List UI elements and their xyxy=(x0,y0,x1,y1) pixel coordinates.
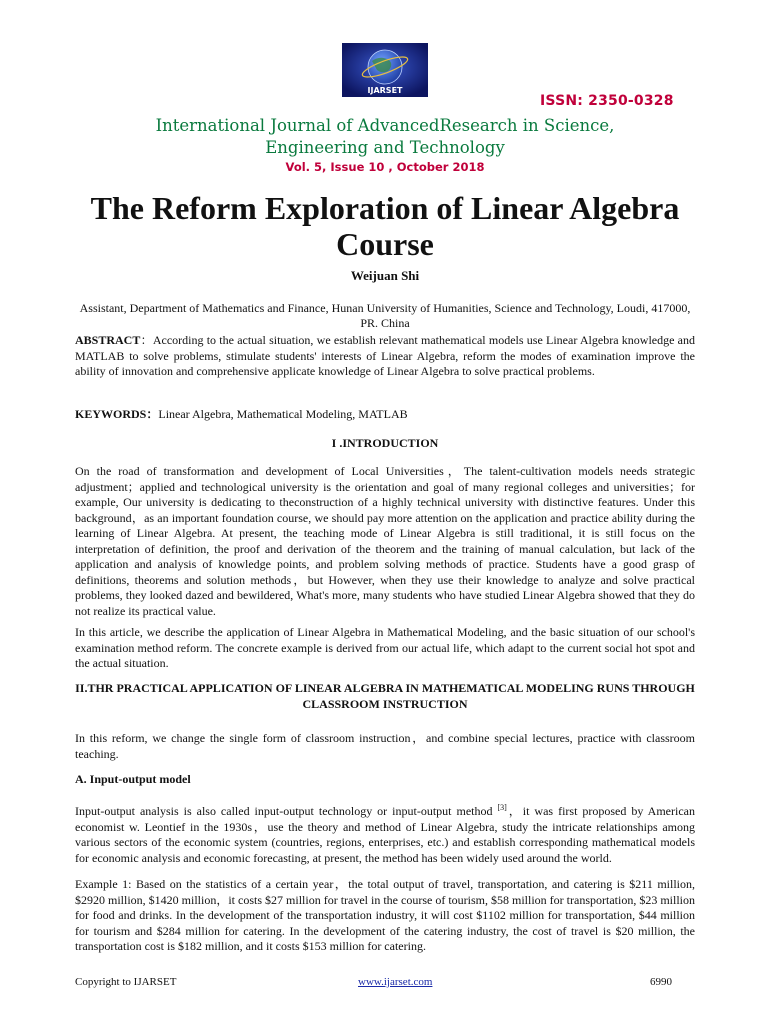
author: Weijuan Shi xyxy=(350,268,420,283)
subsection-heading-input-output: A. Input-output model xyxy=(75,772,191,786)
footer-page-number: 6990 xyxy=(650,976,672,988)
logo-text: IJARSET xyxy=(367,86,403,95)
paper-title: The Reform Exploration of Linear Algebra Course xyxy=(90,190,680,262)
journal-name-line2: Engineering and Technology xyxy=(265,138,505,157)
keywords xyxy=(75,407,695,423)
issn: ISSN: 2350-0328 xyxy=(540,93,674,109)
footer-website-link[interactable]: www.ijarset.com xyxy=(358,976,433,988)
keywords-label: KEYWORDS： xyxy=(75,407,159,421)
application-paragraph-1: In this reform, we change the single form of classroom instruction，and combine special lectures, practice with classroom teaching. xyxy=(75,731,695,761)
introduction-paragraph-2: In this article, we describe the application of Linear Algebra in Mathematical Modeling, and the basic situation of our school's examination method reform. The concrete example is derived from our actual life, which adapt to the current social hot spot and the actual situation. xyxy=(75,625,695,670)
footer-copyright: Copyright to IJARSET xyxy=(75,976,177,988)
input-output-text-end: ，it was first proposed by American economist w. Leontief in the 1930s，use the theory and method of Linear Algebra, study the intricate relationships among various sectors of the economic system (countries, regions, enterprises, etc.) and establish corresponding mathematical models for economic analysis and economic forecasting, at present, the method has been widely used around the world. xyxy=(75,804,695,865)
journal-name-line1: International Journal of AdvancedResearch in Science, xyxy=(155,116,615,135)
abstract-label: ABSTRACT xyxy=(75,333,141,347)
volume-issue: Vol. 5, Issue 10 , October 2018 xyxy=(285,160,485,174)
input-output-paragraph-1 xyxy=(75,800,695,866)
citation-ref: [3] xyxy=(497,803,507,812)
introduction-paragraph-1: On the road of transformation and development of Local Universities，The talent-cultivation models needs strategic adjustment；applied and technological university is the orientation and goal of many regional colleges and universities；for example, Our university is dedicating to theconstruction of a highly technical university with distinctive features. Under this background，as an important foundation course, we should pay more attention on the application and practice ability during the learning of Linear Algebra. At present, the teaching mode of Linear Algebra is still traditional, it is still focus on the interpretation of definition, the proof and derivation of the theorem and the training of manual calculation, but lack of the application and analysis of knowledge points, and problem solving methods of practice. Students have a good grasp of definitions, theorems and solution methods，but However, when they use their knowledge to analyze and solve practical problems, they looked dazed and bewildered, What's more, many students who have studied Linear Algebra showed that they do not realize its practical value. xyxy=(75,464,695,618)
abstract xyxy=(75,333,695,380)
abstract-text: ：According to the actual situation, we establish relevant mathematical models use Linear Algebra knowledge and MATLAB to solve problems, stimulate students' interests of Linear Algebra, reform the modes of examination improve the ability of innovation and comprehensive applicate knowledge of Linear Algebra to solve practical problems. xyxy=(75,333,695,378)
affiliation: Assistant, Department of Mathematics and Finance, Hunan University of Humanities, Science and Technology, Loudi, 417000, PR. China xyxy=(79,301,691,330)
input-output-text-start: Input-output analysis is also called input-output technology or input-output method xyxy=(75,804,498,818)
keywords-text: Linear Algebra, Mathematical Modeling, MATLAB xyxy=(158,407,408,421)
example-1-paragraph: Example 1: Based on the statistics of a certain year，the total output of travel, transportation, and catering is $211 million, $2920 million, $1420 million，it costs $27 million for travel in the course of tourism, $58 million for transportation, $23 million for food and drinks. In the development of the transportation industry, it will cost $1102 million for transportation, $44 million for tourism and $284 million for catering. In the development of the catering industry, the cost of travel is $20 million, the transportation cost is $182 million, and it costs $153 million for catering. xyxy=(75,877,695,953)
journal-logo xyxy=(342,43,428,97)
journal-name xyxy=(0,115,770,159)
section-heading-introduction: I .INTRODUCTION xyxy=(331,436,439,450)
section-heading-application: II.THR PRACTICAL APPLICATION OF LINEAR ALGEBRA IN MATHEMATICAL MODELING RUNS THROUGH CLASSROOM INSTRUCTION xyxy=(75,681,695,711)
